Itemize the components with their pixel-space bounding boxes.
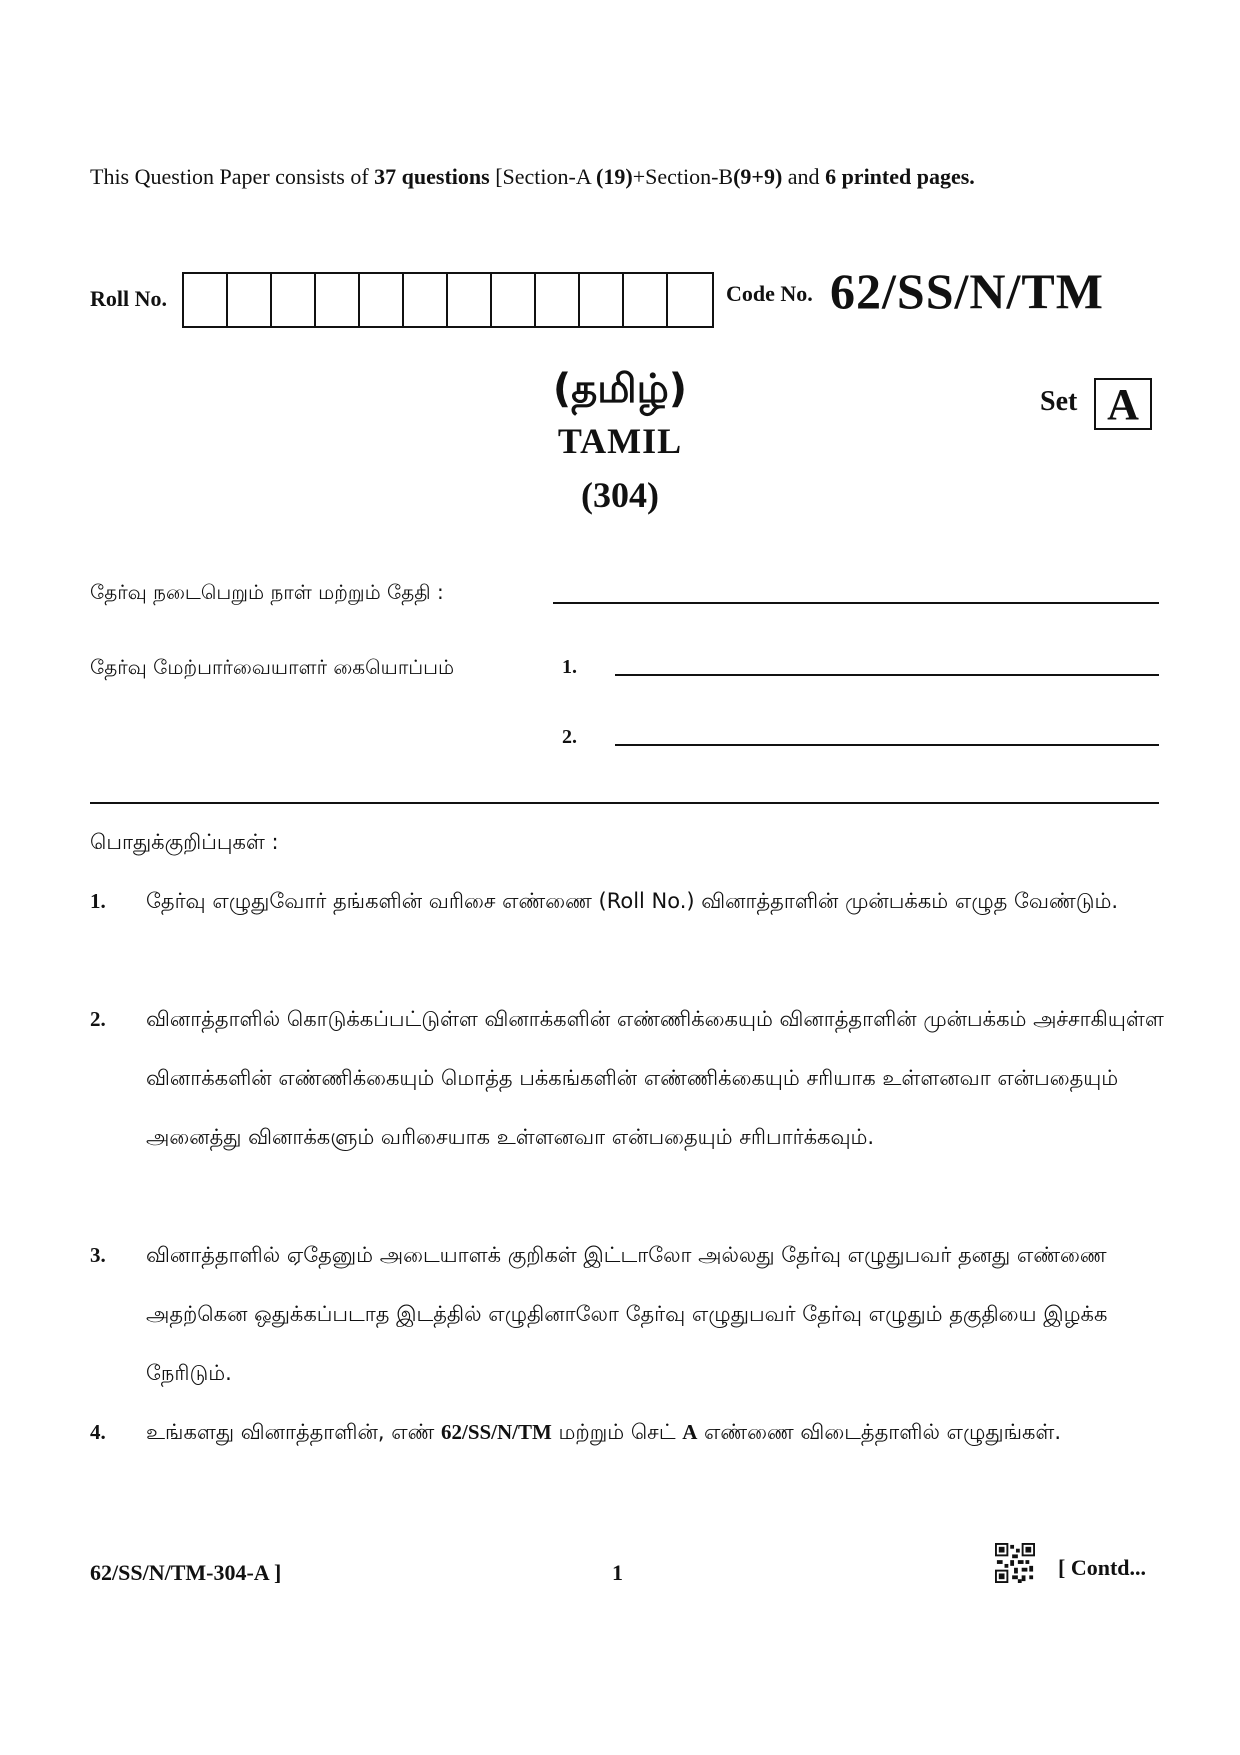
instruction-item (90, 990, 1164, 1230)
signature-line-1 (615, 674, 1159, 676)
roll-number-box[interactable] (404, 274, 448, 326)
instruction-text: வினாத்தாளில் ஏதேனும் அடையாளக் குறிகள் இட்டாலோ அல்லது தேர்வு எழுதுபவர் தனது எண்ணை அதற்கென ஒதுக்கப்படாத இடத்தில் எழுதினாலோ தேர்வு எழுதுபவர் தேர்வு எழுதும் தகுதியை இழக்க நேரிடும். (146, 1243, 1108, 1385)
signature-line-2 (615, 744, 1159, 746)
roll-number-box[interactable] (536, 274, 580, 326)
exam-date-label: தேர்வு நடைபெறும் நாள் மற்றும் தேதி : (90, 580, 444, 604)
exam-date-line (553, 602, 1159, 604)
footer-paper-code: 62/SS/N/TM-304-A ] (90, 1560, 282, 1585)
subject-title-tamil: (தமிழ்) (552, 366, 688, 412)
roll-number-boxes (182, 272, 714, 328)
instruction-text: உங்களது வினாத்தாளின், எண் 62/SS/N/TM மற்றும் செட் A எண்ணை விடைத்தாளில் எழுதுங்கள். (146, 1420, 1062, 1444)
instruction-number: 1. (90, 889, 106, 913)
subject-code: (304) (581, 475, 659, 515)
instruction-item (90, 872, 1119, 992)
code-number-label: Code No. (726, 281, 813, 306)
page-number: 1 (612, 1560, 623, 1585)
roll-number-box[interactable] (492, 274, 536, 326)
section-divider (90, 802, 1159, 804)
subject-title-english: TAMIL (557, 421, 683, 461)
roll-number-box[interactable] (448, 274, 492, 326)
instruction-item (90, 1403, 1100, 1523)
set-value-box: A (1094, 378, 1152, 430)
continued-label: [ Contd... (1058, 1555, 1147, 1580)
roll-number-box[interactable] (184, 274, 228, 326)
roll-number-box[interactable] (360, 274, 404, 326)
signature-number-1: 1. (562, 656, 577, 678)
instruction-number: 3. (90, 1243, 106, 1267)
instruction-number: 2. (90, 1007, 106, 1031)
instruction-item (90, 1226, 1108, 1406)
roll-number-box[interactable] (580, 274, 624, 326)
roll-number-label: Roll No. (90, 286, 167, 311)
signature-number-2: 2. (562, 726, 577, 748)
roll-number-box[interactable] (228, 274, 272, 326)
instruction-number: 4. (90, 1420, 106, 1444)
roll-number-box[interactable] (272, 274, 316, 326)
roll-number-box[interactable] (624, 274, 668, 326)
paper-info: This Question Paper consists of 37 questions [Section-A (19)+Section-B(9+9) and 6 printed pages. (90, 164, 975, 189)
invigilator-signature-label: தேர்வு மேற்பார்வையாளர் கையொப்பம் (90, 655, 455, 679)
roll-number-box[interactable] (316, 274, 360, 326)
qr-code-icon (995, 1543, 1035, 1583)
roll-number-box[interactable] (668, 274, 712, 326)
instruction-text: தேர்வு எழுதுவோர் தங்களின் வரிசை எண்ணை (Roll No.) வினாத்தாளின் முன்பக்கம் எழுத வேண்டும். (146, 889, 1119, 913)
code-number-value: 62/SS/N/TM (830, 263, 1104, 319)
set-label: Set (1040, 386, 1078, 417)
instruction-text: வினாத்தாளில் கொடுக்கப்பட்டுள்ள வினாக்களின் எண்ணிக்கையும் வினாத்தாளின் முன்பக்கம் அச்சாகியுள்ள வினாக்களின் எண்ணிக்கையும் மொத்த பக்கங்களின் எண்ணிக்கையும் சரியாக உள்ளனவா என்பதையும் அனைத்து வினாக்களும் வரிசையாக உள்ளனவா என்பதையும் சரிபார்க்கவும். (146, 1007, 1164, 1149)
general-instructions-heading: பொதுக்குறிப்புகள் : (90, 830, 279, 854)
